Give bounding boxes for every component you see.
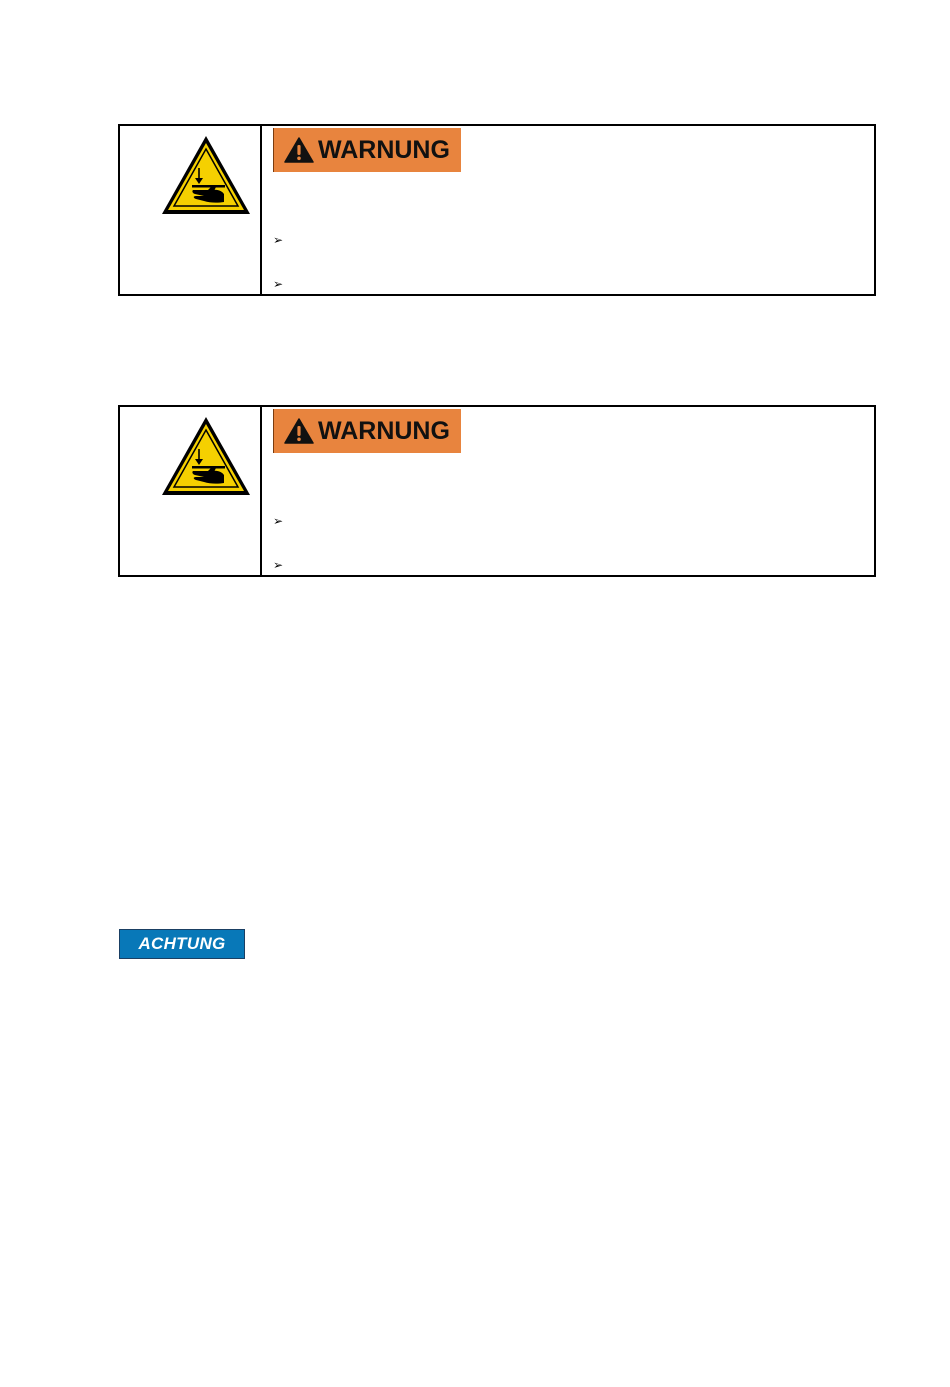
- exclamation-triangle-icon: [284, 418, 314, 444]
- exclamation-triangle-icon: [284, 137, 314, 163]
- pictogram-cell: [120, 407, 262, 575]
- warning-box: [118, 124, 876, 296]
- warning-label: WARNUNG: [318, 416, 450, 445]
- notice-signal-word: ACHTUNG: [119, 929, 245, 959]
- pictogram-cell: [120, 126, 262, 294]
- bullet-arrow: ➢: [273, 558, 284, 572]
- warning-label: WARNUNG: [318, 135, 450, 164]
- warning-box: [118, 405, 876, 577]
- hand-crush-warning-icon: [160, 415, 252, 497]
- warning-signal-word: [273, 409, 461, 453]
- hand-crush-warning-icon: [160, 134, 252, 216]
- bullet-arrow: ➢: [273, 514, 284, 528]
- warning-content: [262, 407, 874, 575]
- bullet-arrow: ➢: [273, 233, 284, 247]
- warning-signal-word: [273, 128, 461, 172]
- warning-content: [262, 126, 874, 294]
- bullet-arrow: ➢: [273, 277, 284, 291]
